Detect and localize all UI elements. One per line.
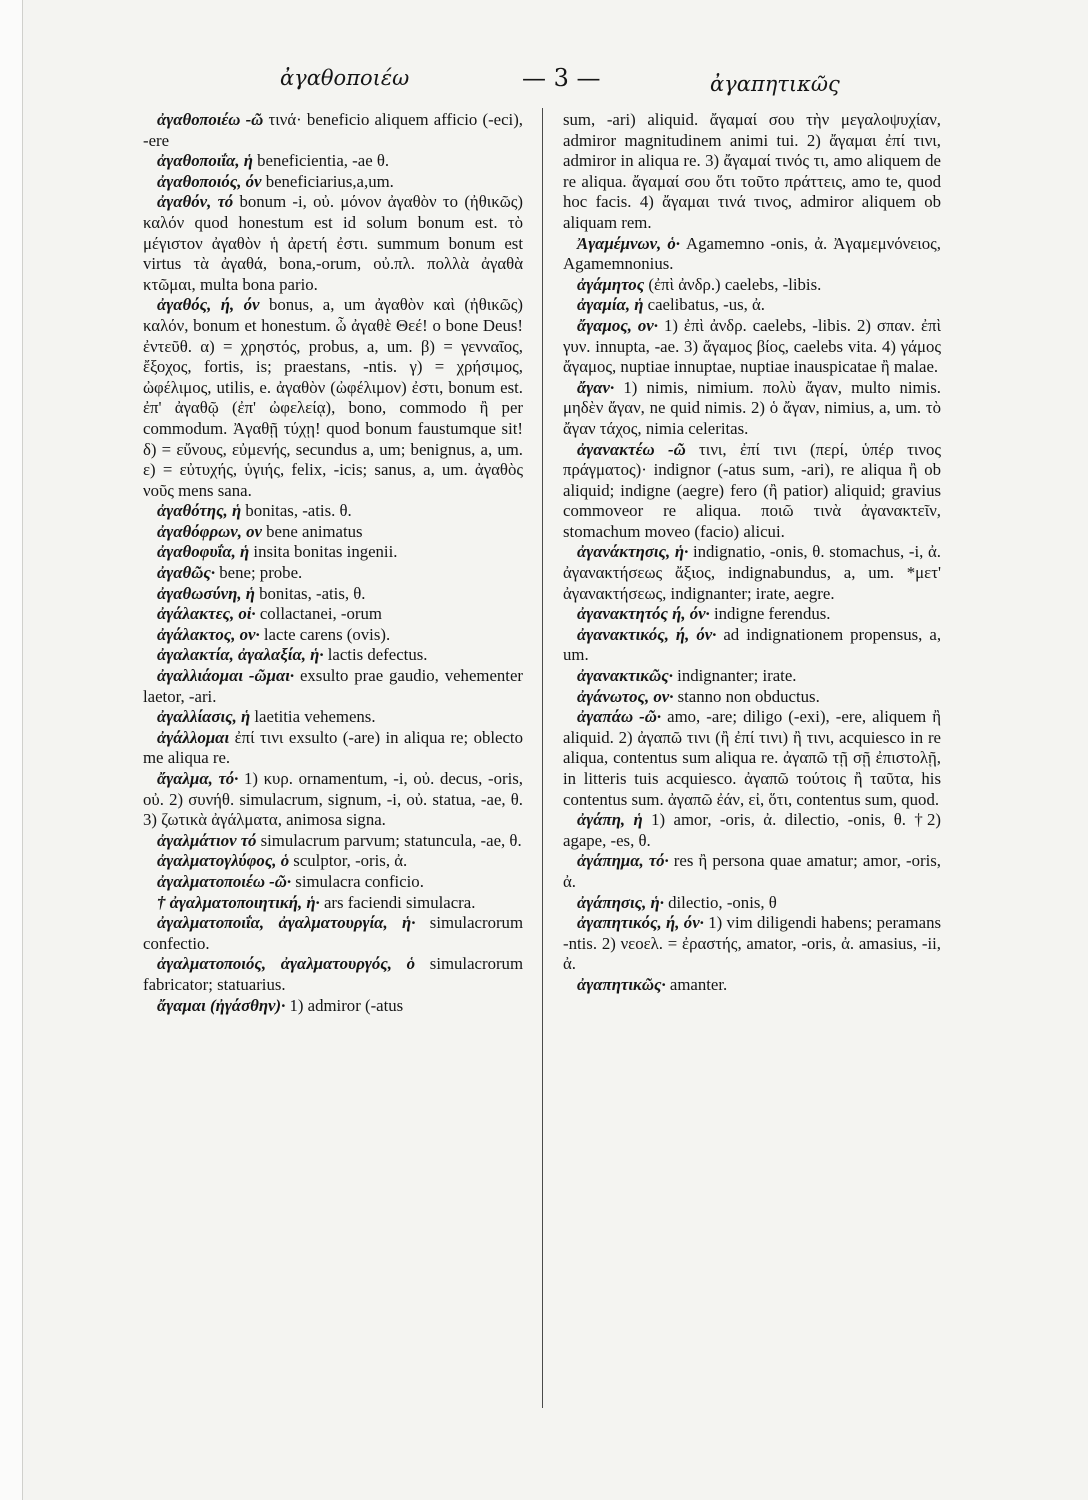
page-number: — 3 — [522,64,601,92]
entry-headword: ἀγαλματογλύφος, ὁ [157,851,290,871]
entry-headword: ἀγαθοποιέω -ῶ [157,110,264,129]
dictionary-entry [143,172,523,193]
entry-headword: ἀγάπησις, ἡ· [577,892,664,912]
entry-definition: 1) nimis, nimium. πολὺ ἄγαν, multo nimis. μηδὲν ἄγαν, ne quid nimis. 2) ὁ ἄγαν, nimius, a, um. τὸ ἄγαν τάχος, nimia celeritas. [563,377,941,438]
entry-headword: ἀγανακτικός, ή, όν· [577,624,717,644]
entry-headword: ἀγανακτέω -ῶ [577,439,686,459]
dictionary-entry [143,831,523,852]
dictionary-entry [143,893,523,914]
dictionary-entry [143,625,523,646]
page-header [130,62,1010,102]
entry-definition: dilectio, -onis, θ [663,892,777,912]
entry-headword: ἀγάλακτος, ον· [157,624,260,644]
dictionary-entry [143,645,523,666]
entry-headword: ἀγάλλομαι [157,727,230,747]
dictionary-entry [143,563,523,584]
entry-headword: ἄγαλμα, τό· [157,769,239,788]
dictionary-entry [563,687,941,708]
entry-definition: beneficiarius,a,um. [261,171,394,191]
entry-headword: ἀγαμία, ἡ [577,295,644,315]
entry-headword: ἀγαθοφυΐα, ἡ [157,542,250,562]
entry-headword: ἀγανακτικῶς· [577,666,673,686]
entry-definition: sculptor, -oris, ἀ. [289,851,408,871]
dictionary-entry [143,584,523,605]
entry-definition: bene; probe. [215,563,303,583]
dictionary-entry [143,542,523,563]
right-column [563,110,941,1420]
dictionary-entry [143,707,523,728]
entry-definition: caelibatus, -us, ἀ. [643,295,766,315]
dictionary-entry [563,110,941,234]
entry-definition: 1) admiror (-atus [285,995,404,1015]
entry-definition: simulacrum parvum; statuncula, -ae, θ. [256,830,522,850]
entry-headword: ἀγαθότης, ἡ [157,501,242,521]
entry-definition: 1) vim diligendi habens; peramans -ntis. 2) νεοελ. = ἐραστής, amator, -oris, ἀ. amasius, -ii, ἀ. [563,913,941,974]
dictionary-entry [143,604,523,625]
dictionary-entry [563,542,941,604]
dictionary-entry [563,666,941,687]
entry-headword: ἀγαπάω -ῶ· [577,707,662,727]
entry-definition: bonus, a, um ἀγαθὸν καὶ (ἠθικῶς) καλόν, bonum et honestum. ὦ ἀγαθὲ Θεέ! o bone Deus! ἐντεῦθ. α) = χρηστός, probus, a, um. β) = γενναῖος, ἔξοχος, fortis, is; praestans, -ntis. γ) = χρήσιμος, ὠφέλιμος, utilis, e. ἀγαθὸν (ὠφέλιμον) ἐστι, bonum est. ἐπ' ἀγαθῷ (ἐπ' ὠφελείᾳ), bono, commodo ἢ per commodum. Ἀγαθῇ τύχῃ! quod bonum faustumque sit! δ) = εὔνους, εὐμενής, secundus a, um; benignus, a, um. ε) = εὐτυχής, ὑγιής, felix, -icis; sanus, a, um. ἀγαθὸς νοῦς mens sana. [143,295,523,500]
entry-definition: collactanei, -orum [255,604,382,624]
entry-headword: ἀγαλματοποιέω -ῶ· [157,871,292,891]
entry-definition: Agamemno -onis, ἀ. Ἀγαμεμνόνειος, Agamemnonius. [563,233,941,274]
dictionary-entry [563,440,941,543]
entry-definition: bonitas, -atis, θ. [254,583,366,603]
entry-definition: laetitia vehemens. [250,707,376,727]
entry-definition: bonitas, -atis. θ. [241,501,352,521]
entry-headword: ἀγάπη, ἡ [577,810,643,830]
entry-headword: Ἀγαμέμνων, ὁ· [577,233,680,253]
dictionary-entry [563,707,941,810]
dictionary-entry [143,522,523,543]
dictionary-entry [563,893,941,914]
entry-headword: ἀγάλακτες, οἱ· [157,604,256,624]
entry-definition: indignanter; irate. [672,666,797,686]
dictionary-entry [143,295,523,501]
entry-definition: (ἐπὶ ἀνδρ.) caelebs, -libis. [644,274,822,294]
entry-definition: sum, -ari) aliquid. ἄγαμαί σου τὴν μεγαλοψυχίαν, admiror magnitudinem animi tui. 2) ἄγαμαι ἐπί τινι, admiror in aliqua re. 3) ἄγαμαί τινός τι, amo aliquem de re aliqua. ἄγαμαί σου ὅτι τοῦτο πράττεις, amo te, quod hoc facis. 4) ἄγαμαι τινά τινος, admiror aliquem ob aliquam rem. [563,110,941,232]
entry-definition: lacte carens (ovis). [259,624,391,644]
entry-definition: ἐπί τινι exsulto (-are) in aliqua re; oblecto me aliqua re. [143,727,523,768]
entry-headword: ἀγάμητος [577,274,645,294]
dictionary-entry [563,975,941,996]
entry-headword: ἀγαπητικός, ή, όν· [577,913,704,933]
entry-headword: ἀγαθός, ή, όν [157,295,260,315]
entry-definition: simulacra conficio. [291,871,424,891]
entry-headword: ἀγανάκτησις, ἡ· [577,542,689,562]
dictionary-entry [143,110,523,151]
entry-headword: ἀγαθοποιΐα, ἡ [157,151,253,171]
entry-definition: lactis defectus. [323,645,428,665]
entry-headword: ἀγαθοποιός, όν [157,171,262,191]
dictionary-entry [143,913,523,954]
left-column [143,110,523,1420]
entry-headword: ἀγαλματοποιΐα, ἀγαλματουργία, ἡ· [157,913,416,933]
dictionary-entry [143,728,523,769]
page-edge [0,0,23,1500]
entry-headword: ἀγάνωτος, ον· [577,686,674,706]
dictionary-entry [563,234,941,275]
entry-definition: res ἢ persona quae amatur; amor, -oris, ἀ. [563,851,941,891]
entry-definition: amanter. [665,974,728,994]
dictionary-entry [143,192,523,295]
header-left-headword: ἀγαθοποιέω [280,66,410,90]
dictionary-entry [143,996,523,1017]
dictionary-entry [563,604,941,625]
entry-headword: ἀγαθωσύνη, ἡ [157,583,255,603]
dictionary-entry [143,666,523,707]
dictionary-entry [563,625,941,666]
entry-headword: ἀγάπημα, τό· [577,851,669,871]
entry-definition: ars faciendi simulacra. [319,892,476,912]
dictionary-entry [563,913,941,975]
dictionary-entry [563,295,941,316]
entry-definition: indigne ferendus. [709,604,831,624]
entry-headword: ἀγαθόν, τό [157,192,234,212]
dictionary-entry [143,769,523,831]
entry-headword: ἀγαλμάτιον τό [157,830,257,850]
entry-headword: † ἀγαλματοποιητική, ἡ· [157,892,320,912]
entry-headword: ἀγαλλίασις, ἡ [157,707,251,727]
entry-definition: bonum -i, οὐ. μόνον ἀγαθὸν το (ἠθικῶς) καλόν quod honestum est id solum bonum est. τὸ μέγιστον ἀγαθὸν ἡ ἀρετή ἐστι. summum bonum est virtus τὰ ἀγαθά, bona,-orum, οὐ.πλ. πολλὰ ἀγαθὰ κτῶμαι, multa bona pario. [143,192,523,294]
dictionary-entry [143,151,523,172]
entry-definition: amo, -are; diligo (-exi), -ere, aliquem ἢ aliquid. 2) ἀγαπῶ τινι (ἢ ἐπί τινι) ἢ τινι, acquiesco in re aliqua, contentus sum aliqua re. ἀγαπῶ τῇ σῇ ἐπιστολῇ, in litteris tuis acquiesco. ἀγαπῶ τούτοις ἢ ταῦτα, his contentus sum. ἀγαπῶ ἐάν, εἰ, ὅτι, contentus sum, quod. [563,707,941,809]
entry-definition: 1) ἐπὶ ἀνδρ. caelebs, -libis. 2) σπαν. ἐπὶ γυν. innupta, -ae. 3) ἄγαμος βίος, caelebs vita. 4) γάμος ἄγαμος, nuptiae innuptae, nuptiae inauspicatae ἢ malae. [563,315,941,377]
dictionary-entry [563,378,941,440]
dictionary-entry [143,954,523,995]
entry-definition: exsulto prae gaudio, vehementer laetor, -ari. [143,666,523,706]
entry-definition: simulacrorum fabricator; statuarius. [143,954,523,994]
header-right-headword: ἀγαπητικῶς [710,72,840,96]
entry-headword: ἄγαμος, ον· [577,315,658,335]
column-divider [542,108,543,1408]
dictionary-entry [563,316,941,378]
entry-definition: 1) amor, -oris, ἀ. dilectio, -onis, θ. †2) agape, -es, θ. [563,810,941,850]
entry-headword: ἀγαλματοποιός, ἀγαλματουργός, ὁ [157,954,416,974]
entry-headword: ἄγαμαι (ἠγάσθην)· [157,995,286,1015]
entry-definition: τινι, ἐπί τινι (περί, ὑπέρ τινος πράγματος)· indignor (-atus sum, -ari), re aliqua ἢ ob aliquid; indigne (aegre) fero (ἢ patior) aliquid; gravius commoveor re aliqua. ποιῶ τινὰ ἀγανακτεῖν, stomachum moveo (facio) alicui. [563,439,941,541]
entry-headword: ἀγαπητικῶς· [577,974,666,994]
entry-definition: stanno non obductus. [673,686,820,706]
entry-definition: simulacrorum confectio. [143,913,523,953]
entry-definition: 1) κυρ. ornamentum, -i, οὐ. decus, -oris, οὐ. 2) συνήθ. simulacrum, signum, -i, οὐ. statua, -ae, θ. 3) ζωτικὰ ἀγάλματα, animosa signa. [143,769,523,830]
entry-definition: indignatio, -onis, θ. stomachus, -i, ἀ. ἀγανακτήσεως ἄξιος, indignabundus, a, um. *μετ' ἀγανακτήσεως, indignanter; irate, aegre. [563,542,941,603]
dictionary-entry [563,810,941,851]
entry-definition: beneficientia, -ae θ. [252,151,390,171]
entry-headword: ἀγανακτητός ή, όν· [577,604,710,624]
entry-headword: ἄγαν· [577,377,615,397]
dictionary-entry [143,851,523,872]
entry-definition: bene animatus [261,521,363,541]
entry-headword: ἀγαθόφρων, ον [157,521,262,541]
entry-definition: ad indignationem propensus, a, um. [563,624,941,665]
dictionary-entry [143,872,523,893]
dictionary-entry [563,851,941,892]
entry-definition: insita bonitas ingenii. [249,542,398,562]
dictionary-entry [143,501,523,522]
entry-headword: ἀγαλλιάομαι -ῶμαι· [157,666,295,686]
entry-headword: ἀγαθῶς· [157,563,216,583]
entry-definition: τινά· beneficio aliquem afficio (-eci), -ere [143,110,523,150]
entry-headword: ἀγαλακτία, ἀγαλαξία, ἡ· [157,645,324,665]
dictionary-entry [563,275,941,296]
